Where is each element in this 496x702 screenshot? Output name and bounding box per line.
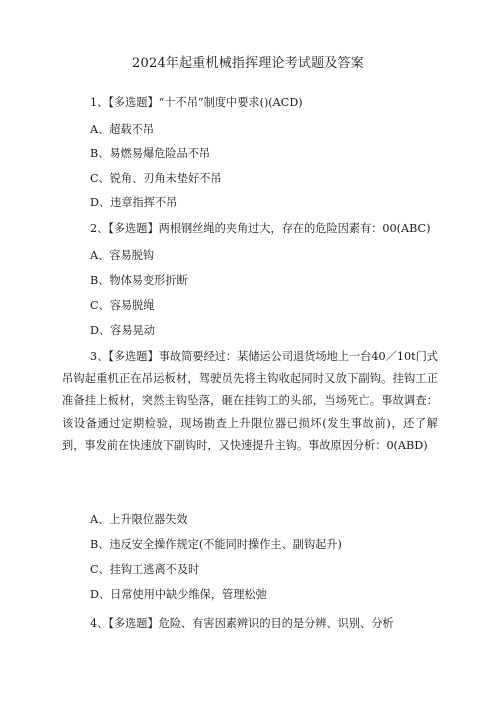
document-title: 2024年起重机械指挥理论考试题及答案 (132, 56, 364, 71)
question-2-option-c: C、容易脱绳 (90, 299, 155, 312)
question-3-option-c: C、挂钩工逃离不及时 (90, 563, 200, 576)
question-3-stem-paragraph (62, 346, 438, 457)
question-3-option-b: B、违反安全操作规定(不能同时操作主、副钩起升) (90, 538, 342, 551)
question-2-option-d: D、容易晃动 (90, 324, 155, 337)
question-2-stem: 2、【多选题】两根钢丝绳的夹角过大，存在的危险因素有：00(ABC) (90, 222, 431, 235)
question-3-option-a: A、上升限位器失效 (90, 513, 188, 526)
question-3-stem: 3、【多选题】事故简要经过：某储运公司退货场地上一台40／10t门式吊钩起重机正在吊运板材，驾驶员先将主钩收起同时又放下副钩。挂钩工正准备挂上板材，突然主钩坠落，砸在挂钩工的头部，当场死亡。事故调查：该设备通过定期检验，现场勘查上升限位器已损坏(发生事故前)，还了解到，事发前在快速放下副钩时，又快速提升主钩。事故原因分析：0(ABD) (62, 350, 438, 452)
question-1-option-b: B、易燃易爆危险品不吊 (90, 147, 211, 160)
question-1-option-c: C、锐角、刃角未垫好不吊 (90, 172, 222, 185)
question-4-stem: 4、【多选题】危险、有害因素辨识的目的是分辨、识别、分析 (90, 617, 394, 630)
question-2-option-b: B、物体易变形折断 (90, 274, 188, 287)
question-1-option-a: A、超载不吊 (90, 123, 155, 136)
question-2-option-a: A、容易脱钩 (90, 249, 155, 262)
question-3-option-d: D、日常使用中缺少维保，管理松弛 (90, 588, 267, 601)
question-1-option-d: D、违章指挥不吊 (90, 196, 178, 209)
question-1-stem: 1、【多选题】“十不吊”制度中要求()(ACD) (90, 96, 303, 109)
